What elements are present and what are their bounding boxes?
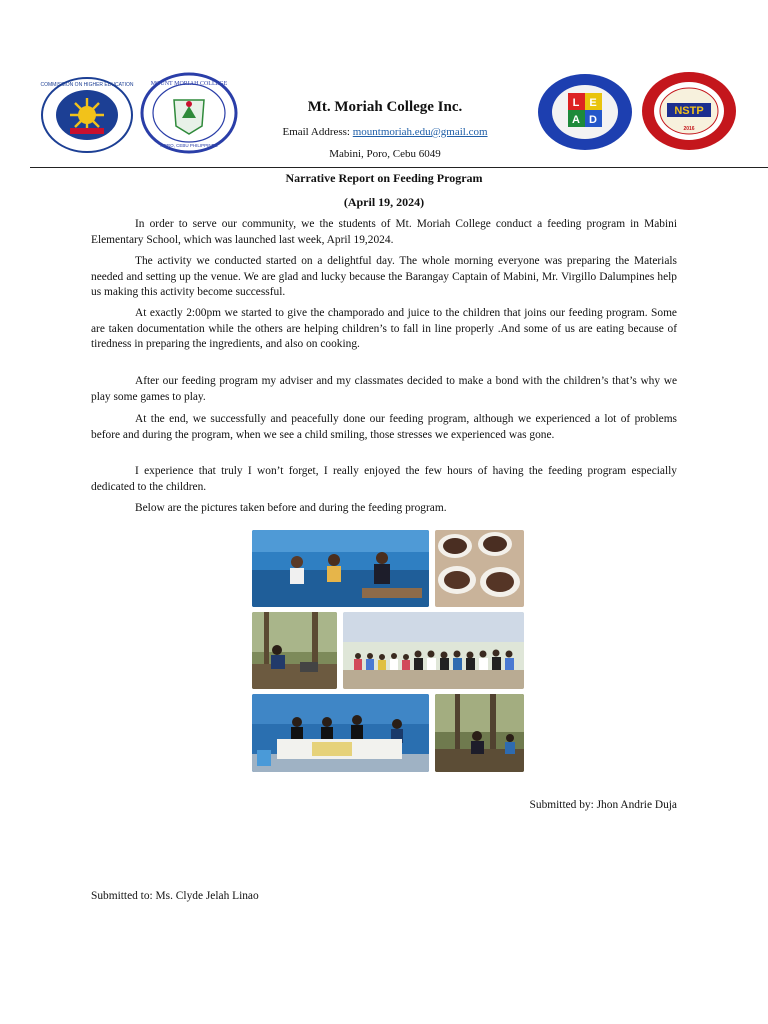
svg-text:MOUNT MORIAH COLLEGE: MOUNT MORIAH COLLEGE xyxy=(150,81,228,87)
nstp-seal-logo xyxy=(640,70,738,152)
svg-text:COMMISSION ON HIGHER EDUCATION: COMMISSION ON HIGHER EDUCATION xyxy=(40,82,134,88)
report-paragraph: In order to serve our community, we the students of Mt. Moriah College conduct a feeding program in Mabini Elementary School, which was launched last week, April 19,2024. xyxy=(91,218,677,246)
report-paragraph: Below are the pictures taken before and during the feeding program. xyxy=(135,502,447,514)
college-name: Mt. Moriah College Inc. xyxy=(307,99,463,115)
submitted-by: Submitted by: Jhon Andrie Duja xyxy=(529,799,677,811)
svg-text:NSTP: NSTP xyxy=(674,105,704,117)
email-link[interactable]: mountmoriah.edu@gmail.com xyxy=(352,126,488,138)
mount-moriah-college-seal-logo xyxy=(140,72,238,154)
lead-seal-logo xyxy=(536,72,634,152)
report-title: Narrative Report on Feeding Program xyxy=(285,171,483,185)
email-line xyxy=(230,126,540,138)
svg-text:D: D xyxy=(589,114,597,126)
report-paragraph: The activity we conducted started on a delightful day. The whole morning everyone was preparing the Materials needed and setting up the venue. We are glad and lucky because the Barangay Captain of Mabini, Mr. Virgillo Dalumpines help us making this activity become successful. xyxy=(91,255,677,298)
photo-champorado-cups xyxy=(435,530,524,607)
email-label: Email Address: xyxy=(282,126,350,138)
photo-children-seated xyxy=(252,530,429,607)
header-divider xyxy=(30,167,768,168)
svg-text:A: A xyxy=(572,114,580,126)
svg-text:E: E xyxy=(589,97,597,109)
svg-text:L: L xyxy=(572,97,580,109)
report-paragraph: I experience that truly I won’t forget, I really enjoyed the few hours of having the feeding program especially dedicated to the children. xyxy=(91,465,677,493)
submitted-to: Submitted to: Ms. Clyde Jelah Linao xyxy=(91,890,259,902)
report-paragraph: After our feeding program my adviser and my classmates decided to make a bond with the children’s that’s why we play some games to play. xyxy=(91,375,677,403)
photo-cooking-outdoors xyxy=(252,612,337,689)
photo-group-picture xyxy=(343,612,524,689)
college-address: Mabini, Poro, Cebu 6049 xyxy=(329,148,441,160)
svg-text:PORO, CEBU PHILIPPINES: PORO, CEBU PHILIPPINES xyxy=(160,143,218,148)
report-paragraph: At exactly 2:00pm we started to give the champorado and juice to the children that joins our feeding program. Some are taken documentation while the others are helping children’s to fall in line properly .And some of us are eating because of tiredness in preparing the ingredients, and also on cooking. xyxy=(91,307,677,350)
photo-students-eating xyxy=(435,694,524,772)
report-date: (April 19, 2024) xyxy=(343,195,425,209)
ched-seal-logo xyxy=(40,76,134,154)
report-paragraph: At the end, we successfully and peacefully done our feeding program, although we experienced a lot of problems before and during the program, when we see a child smiling, those stresses we experienced was gone. xyxy=(91,413,677,441)
svg-text:2016: 2016 xyxy=(683,126,695,132)
photo-serving-table xyxy=(252,694,429,772)
